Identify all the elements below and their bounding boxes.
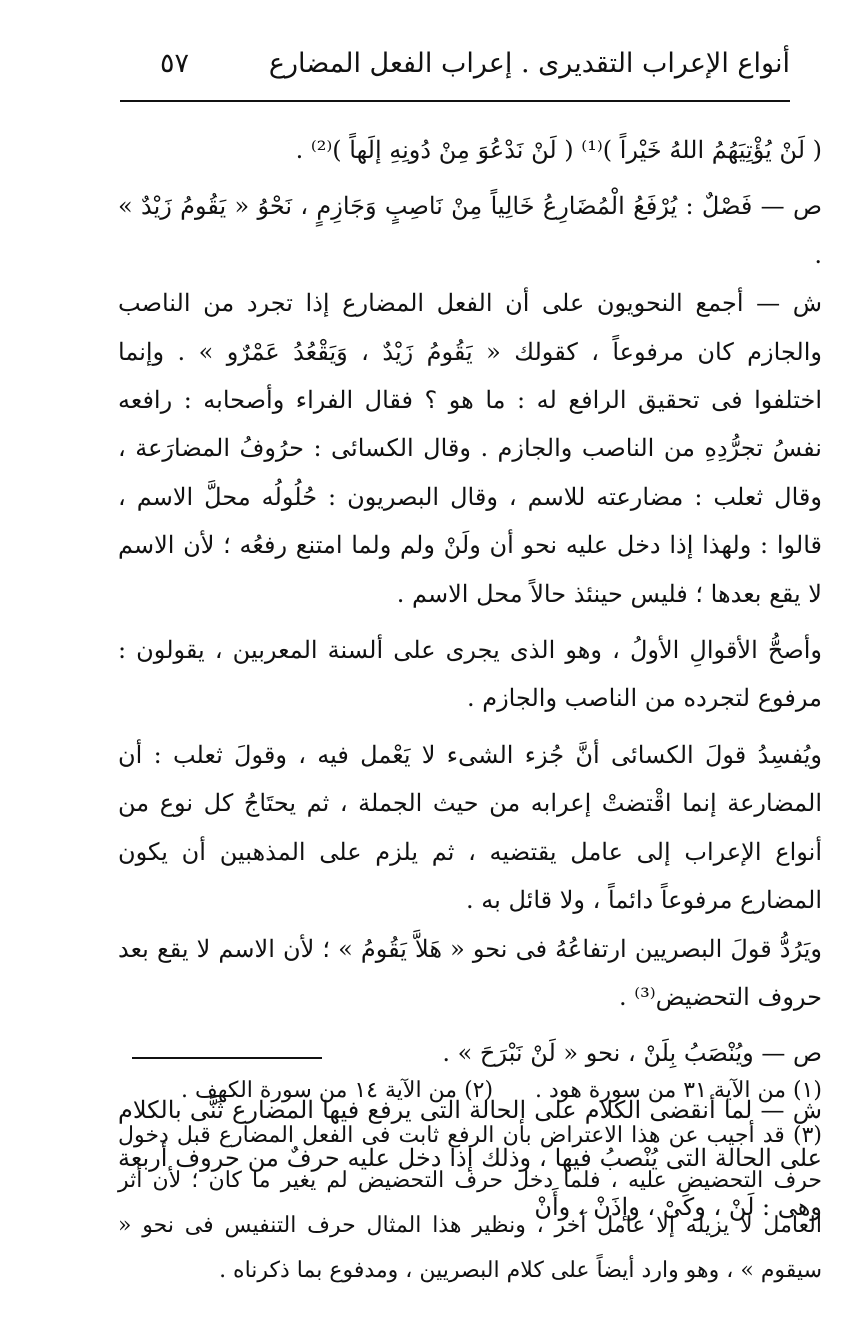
- paragraph-commentary: وأصحُّ الأقوالِ الأولُ ، وهو الذى يجرى على ألسنة المعربين ، يقولون : مرفوع لتجرده من الناصب والجازم .: [118, 636, 822, 713]
- paragraph-commentary: ش — أجمع النحويون على أن الفعل المضارع إذا تجرد من الناصب والجازم كان مرفوعاً ، كقولك « يَقُومُ زَيْدٌ ، وَيَقْعُدُ عَمْرٌو » . وإنما اختلفوا فى تحقيق الرافع له : ما هو ؟ فقال الفراء وأصحابه : رافعه نفسُ تجرُّدِهِ من الناصب والجازم . وقال الكسائى : حرُوفُ المضارَعة ، وقال ثعلب : مضارعته للاسم ، وقال البصريون : حُلُولُه محلَّ الاسم ، قالوا : ولهذا إذا دخل عليه نحو أن ولَنْ ولم ولما امتنع رفعُه ؛ لأن الاسم لا يقع بعدها ؛ فليس حينئذ حالاً محل الاسم .: [118, 289, 822, 608]
- header-title: أنواع الإعراب التقديرى . إعراب الفعل المضارع: [268, 48, 790, 79]
- footnote-1: (١) من الآية ٣١ من سورة هود .: [535, 1078, 822, 1103]
- paragraph-quote: ( لَنْ يُؤْتِيَهُمُ اللهُ خَيْراً )⁽¹⁾ ( لَنْ نَدْعُوَ مِنْ دُونِهِ إلَهاً )⁽²⁾ .: [295, 136, 822, 164]
- footnote-separator: [132, 1057, 322, 1059]
- paragraph-commentary: ويَرُدُّ قولَ البصريين ارتفاعُهُ فى نحو « هَلاَّ يَقُومُ » ؛ لأن الاسم لا يقع بعد حروف التحضيض⁽³⁾ .: [118, 934, 822, 1011]
- footnote-row: [118, 1068, 822, 1113]
- footnotes: [118, 1068, 822, 1293]
- page-number: ٥٧: [160, 48, 190, 79]
- footnote-3: (٣) قد أجيب عن هذا الاعتراض بأن الرفع ثابت فى الفعل المضارع قبل دخول حرف التحضيض عليه ، فلما دخل حرف التحضيض لم يغير ما كان ؛ لأن أثر العامل لا يزيله إلا عامل آخر ، ونظير هذا المثال حرف التنفيس فى نحو « سيقوم » ، وهو وارد أيضاً على كلام البصريين ، ومدفوع بما ذكرناه .: [118, 1123, 822, 1283]
- main-text: [118, 126, 822, 1231]
- paragraph-commentary: ويُفسِدُ قولَ الكسائى أنَّ جُزء الشىء لا يَعْمل فيه ، وقولَ ثعلب : أن المضارعة إنما اقْتضتْ إعرابه من حيث الجملة ، ثم يحتَاجُ كل نوع من أنواع الإعراب إلى عامل يقتضيه ، ثم يلزم على المذهبين أن يكون المضارع مرفوعاً دائماً ، ولا قائل به .: [118, 740, 822, 915]
- running-header: [120, 44, 790, 102]
- paragraph-rule: ص — فَصْلٌ : يُرْفَعُ الْمُضَارِعُ خَالِياً مِنْ نَاصِبٍ وَجَازِمٍ ، نَحْوُ « يَقُومُ زَيْدٌ » .: [118, 192, 822, 269]
- paragraph-rule: ص — ويُنْصَبُ بِلَنْ ، نحو « لَنْ نَبْرَحَ » .: [442, 1039, 822, 1068]
- paragraph-commentary: ش — لما أنقضى الكلام على الحالة التى يرفع فيها المضارع ثَنَّى بالكلام على الحالة التى يُنْصبُ فيها ، وذلك إذا دخل عليه حرفٌ من حروف أربعة وهى : لَنْ ، وكَىْ ، وإذَنْ ، وأَنْ: [118, 1095, 822, 1221]
- footnote-2: (٢) من الآية ١٤ من سورة الكهف .: [181, 1078, 494, 1103]
